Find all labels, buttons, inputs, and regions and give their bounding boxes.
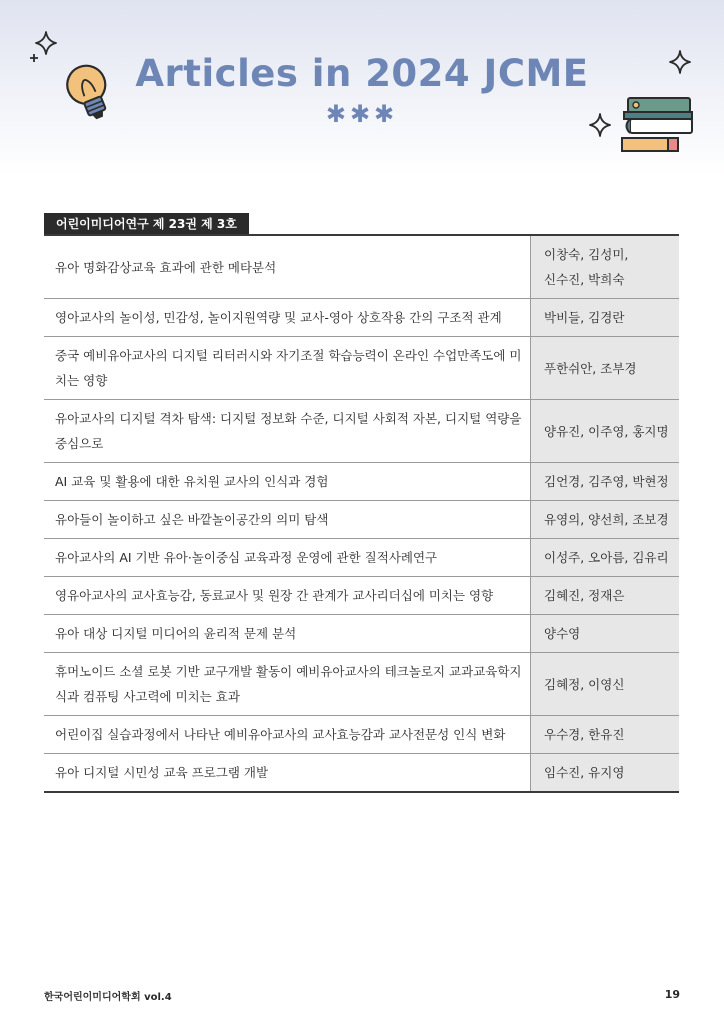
footer-publication: 한국어린이미디어학회 vol.4 xyxy=(44,992,172,1003)
table-row xyxy=(44,400,679,463)
table-row xyxy=(44,235,679,299)
article-authors: 김혜진, 정재은 xyxy=(531,577,680,615)
article-title: 중국 예비유아교사의 디지털 리터러시와 자기조절 학습능력이 온라인 수업만족도에 미치는 영향 xyxy=(44,337,531,400)
article-authors: 양수영 xyxy=(531,615,680,653)
article-authors: 이창숙, 김성미, 신수진, 박희숙 xyxy=(531,235,680,299)
table-row xyxy=(44,615,679,653)
article-authors: 김언경, 김주영, 박현정 xyxy=(531,463,680,501)
page-number: 19 xyxy=(664,988,680,1001)
article-title: 유아들이 놀이하고 싶은 바깥놀이공간의 의미 탐색 xyxy=(44,501,531,539)
article-title: 유아 명화감상교육 효과에 관한 메타분석 xyxy=(44,235,531,299)
table-row xyxy=(44,754,679,793)
article-authors: 이성주, 오아름, 김유리 xyxy=(531,539,680,577)
article-authors: 박비들, 김경란 xyxy=(531,299,680,337)
article-authors: 임수진, 유지영 xyxy=(531,754,680,793)
article-authors: 양유진, 이주영, 홍지명 xyxy=(531,400,680,463)
article-title: 어린이집 실습과정에서 나타난 예비유아교사의 교사효능감과 교사전문성 인식 변화 xyxy=(44,716,531,754)
article-title: 영유아교사의 교사효능감, 동료교사 및 원장 간 관계가 교사리더십에 미치는 영향 xyxy=(44,577,531,615)
page-title: Articles in 2024 JCME xyxy=(135,52,589,95)
article-title: 유아교사의 디지털 격차 탐색: 디지털 정보화 수준, 디지털 사회적 자본, 디지털 역량을 중심으로 xyxy=(44,400,531,463)
table-row xyxy=(44,463,679,501)
title-ornament: ✱✱✱ xyxy=(325,100,399,128)
article-authors: 유영의, 양선희, 조보경 xyxy=(531,501,680,539)
table-row xyxy=(44,539,679,577)
article-authors: 푸한쉬안, 조부경 xyxy=(531,337,680,400)
table-row xyxy=(44,653,679,716)
article-title: 휴머노이드 소셜 로봇 기반 교구개발 활동이 예비유아교사의 테크놀로지 교과교육학지식과 컴퓨팅 사고력에 미치는 효과 xyxy=(44,653,531,716)
article-authors: 우수경, 한유진 xyxy=(531,716,680,754)
article-title: 유아 디지털 시민성 교육 프로그램 개발 xyxy=(55,765,269,780)
article-title: AI 교육 및 활용에 대한 유치원 교사의 인식과 경험 xyxy=(44,463,531,501)
section-label: 어린이미디어연구 제 23권 제 3호 xyxy=(44,213,249,235)
article-authors: 김혜정, 이영신 xyxy=(531,653,680,716)
article-title: 유아교사의 AI 기반 유아·놀이중심 교육과정 운영에 관한 질적사례연구 xyxy=(44,539,531,577)
table-row xyxy=(44,299,679,337)
table-row xyxy=(44,501,679,539)
article-title: 영아교사의 놀이성, 민감성, 놀이지원역량 및 교사-영아 상호작용 간의 구조적 관계 xyxy=(44,299,531,337)
article-title: 유아 대상 디지털 미디어의 윤리적 문제 분석 xyxy=(44,615,531,653)
table-row xyxy=(44,577,679,615)
table-row xyxy=(44,716,679,754)
table-row xyxy=(44,337,679,400)
articles-table xyxy=(44,234,679,793)
